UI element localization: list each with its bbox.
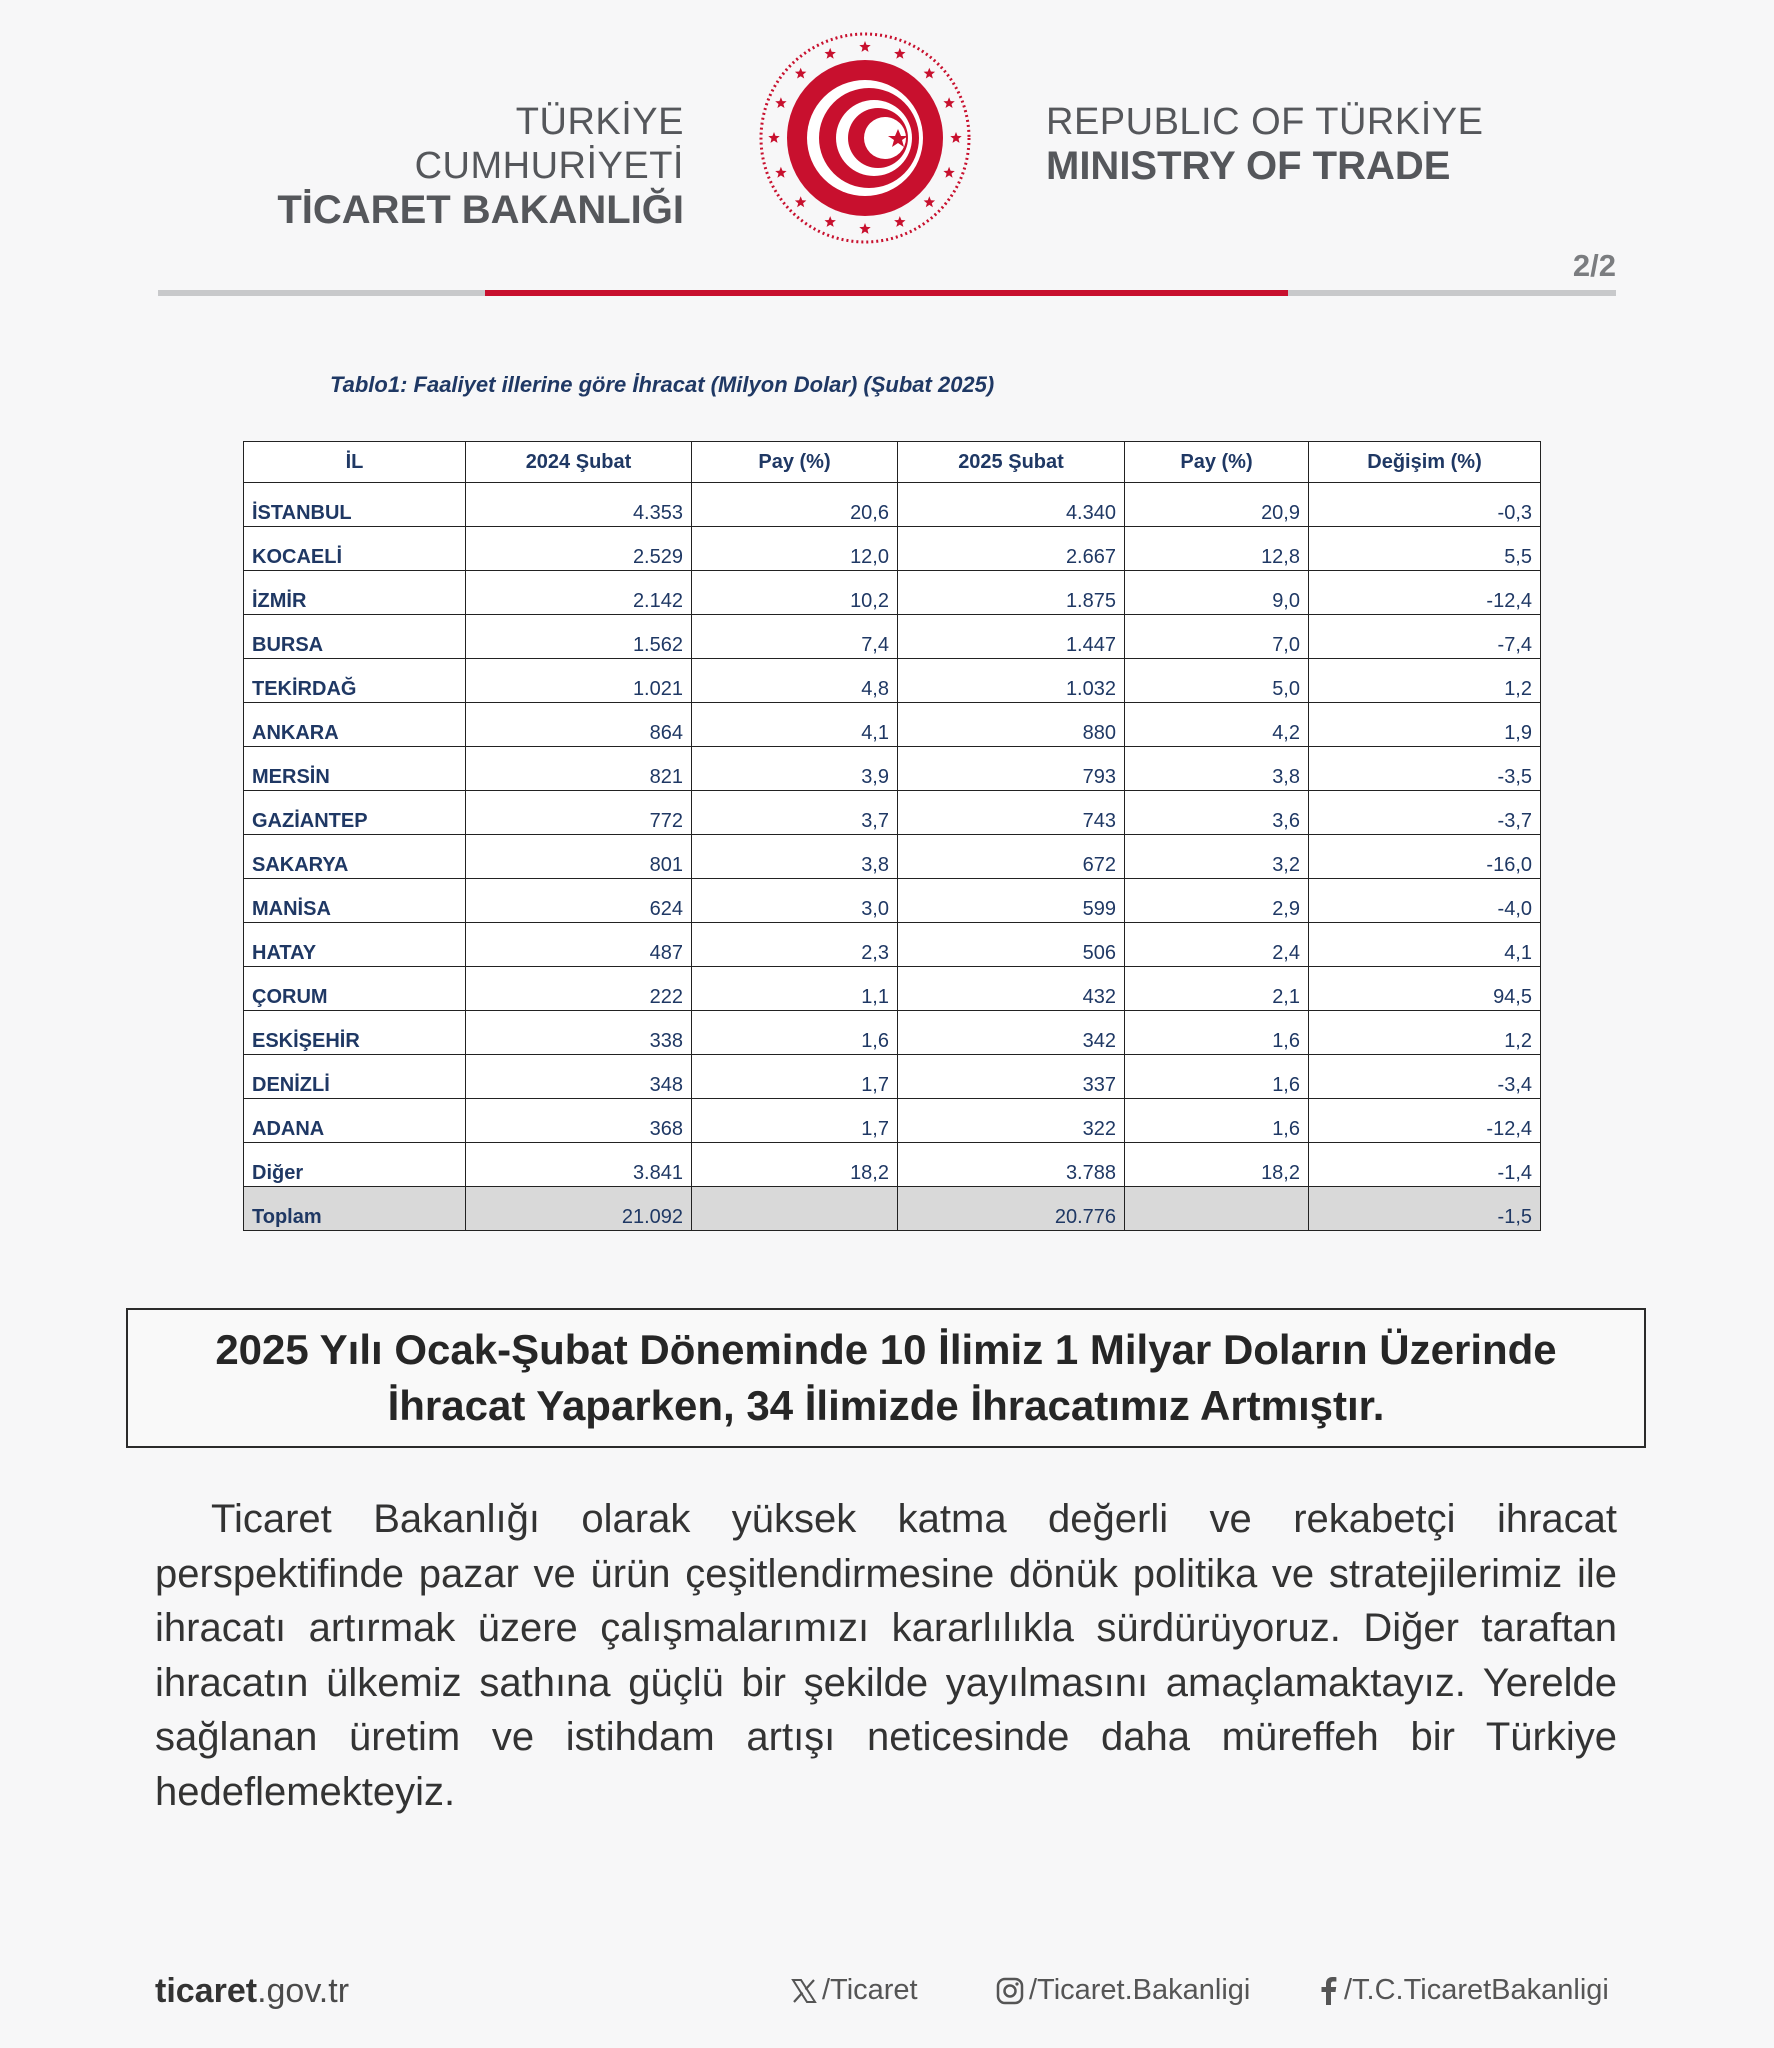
table-row [244, 791, 1541, 835]
cell-il: ESKİŞEHİR [244, 1011, 466, 1055]
cell-2024: 1.021 [466, 659, 692, 703]
cell-2025: 880 [898, 703, 1125, 747]
cell-2024: 4.353 [466, 483, 692, 527]
cell-change: -12,4 [1309, 1099, 1541, 1143]
table-row [244, 703, 1541, 747]
cell-il: Diğer [244, 1143, 466, 1187]
cell-2024: 2.529 [466, 527, 692, 571]
total-cell-pay-2024 [692, 1187, 898, 1231]
cell-pay-2024: 1,7 [692, 1099, 898, 1143]
cell-2024: 3.841 [466, 1143, 692, 1187]
table-row [244, 967, 1541, 1011]
cell-pay-2025: 20,9 [1125, 483, 1309, 527]
cell-2024: 338 [466, 1011, 692, 1055]
cell-change: -16,0 [1309, 835, 1541, 879]
cell-il: GAZİANTEP [244, 791, 466, 835]
cell-pay-2025: 7,0 [1125, 615, 1309, 659]
cell-2024: 864 [466, 703, 692, 747]
x-handle: /Ticaret [822, 1974, 918, 2006]
cell-2025: 599 [898, 879, 1125, 923]
cell-pay-2024: 4,1 [692, 703, 898, 747]
cell-change: -0,3 [1309, 483, 1541, 527]
cell-pay-2024: 10,2 [692, 571, 898, 615]
table-row [244, 923, 1541, 967]
cell-2025: 506 [898, 923, 1125, 967]
facebook-link[interactable] [1318, 1974, 1609, 2007]
total-cell-change: -1,5 [1309, 1187, 1541, 1231]
cell-pay-2024: 1,1 [692, 967, 898, 1011]
cell-2025: 4.340 [898, 483, 1125, 527]
cell-il: MERSİN [244, 747, 466, 791]
cell-pay-2025: 1,6 [1125, 1055, 1309, 1099]
cell-il: MANİSA [244, 879, 466, 923]
body-paragraph: Ticaret Bakanlığı olarak yüksek katma değerli ve rekabetçi ihracat perspektifinde pazar ve ürün çeşitlendirmesine dönük politika ve stratejilerimiz ile ihracatı artırmak üzere çalışmalarımızı kararlılıkla sürdürüyoruz. Diğer taraftan ihracatın ülkemiz sathına güçlü bir şekilde yayılmasını amaçlamaktayız. Yerelde sağlanan üretim ve istihdam artışı neticesinde daha müreffeh bir Türkiye hedeflemekteyiz. [155, 1497, 1617, 1814]
table-row [244, 1011, 1541, 1055]
cell-2025: 793 [898, 747, 1125, 791]
header-english-title [1046, 100, 1546, 188]
cell-2025: 342 [898, 1011, 1125, 1055]
cell-pay-2024: 1,7 [692, 1055, 898, 1099]
cell-pay-2024: 3,0 [692, 879, 898, 923]
col-header-change: Değişim (%) [1309, 442, 1541, 483]
headline-line2: İhracat Yaparken, 34 İlimizde İhracatımız Artmıştır. [387, 1382, 1385, 1429]
website-bold: ticaret [155, 1972, 258, 2010]
cell-2024: 624 [466, 879, 692, 923]
table-row [244, 879, 1541, 923]
header-left-line2: TİCARET BAKANLIĞI [277, 188, 684, 232]
header-right-line2: MINISTRY OF TRADE [1046, 144, 1451, 188]
cell-2025: 1.032 [898, 659, 1125, 703]
cell-pay-2024: 1,6 [692, 1011, 898, 1055]
cell-pay-2025: 12,8 [1125, 527, 1309, 571]
cell-pay-2025: 5,0 [1125, 659, 1309, 703]
ministry-emblem-icon [757, 30, 973, 246]
col-header-pay-2025: Pay (%) [1125, 442, 1309, 483]
cell-change: 4,1 [1309, 923, 1541, 967]
table-row [244, 571, 1541, 615]
table-header-row [244, 442, 1541, 483]
table-row [244, 1099, 1541, 1143]
table-row [244, 615, 1541, 659]
header-divider-accent [485, 290, 1288, 296]
page-number: 2/2 [1572, 248, 1616, 283]
table-row [244, 747, 1541, 791]
x-link[interactable] [790, 1974, 918, 2007]
cell-change: -4,0 [1309, 879, 1541, 923]
header-left-line1: TÜRKİYE CUMHURİYETİ [414, 101, 684, 187]
cell-il: BURSA [244, 615, 466, 659]
page-header [0, 0, 1774, 300]
col-header-pay-2024: Pay (%) [692, 442, 898, 483]
cell-il: ÇORUM [244, 967, 466, 1011]
header-right-line1: REPUBLIC OF TÜRKİYE [1046, 101, 1484, 143]
instagram-handle: /Ticaret.Bakanligi [1029, 1974, 1251, 2006]
cell-change: 5,5 [1309, 527, 1541, 571]
total-cell-pay-2025 [1125, 1187, 1309, 1231]
cell-pay-2024: 18,2 [692, 1143, 898, 1187]
cell-pay-2025: 3,6 [1125, 791, 1309, 835]
cell-change: -1,4 [1309, 1143, 1541, 1187]
cell-change: -7,4 [1309, 615, 1541, 659]
cell-change: 1,2 [1309, 1011, 1541, 1055]
cell-pay-2025: 2,1 [1125, 967, 1309, 1011]
table-row [244, 1055, 1541, 1099]
cell-2025: 1.447 [898, 615, 1125, 659]
cell-il: KOCAELİ [244, 527, 466, 571]
cell-2025: 743 [898, 791, 1125, 835]
cell-il: İZMİR [244, 571, 466, 615]
table-row [244, 527, 1541, 571]
cell-2024: 2.142 [466, 571, 692, 615]
cell-change: 94,5 [1309, 967, 1541, 1011]
cell-change: 1,9 [1309, 703, 1541, 747]
table-row [244, 1143, 1541, 1187]
cell-il: ADANA [244, 1099, 466, 1143]
cell-il: DENİZLİ [244, 1055, 466, 1099]
headline-line1: 2025 Yılı Ocak-Şubat Döneminde 10 İlimiz 1 Milyar Doların Üzerinde [215, 1326, 1557, 1373]
cell-2024: 1.562 [466, 615, 692, 659]
table-title: Tablo1: Faaliyet illerine göre İhracat (Milyon Dolar) (Şubat 2025) [330, 372, 995, 397]
headline-box [126, 1308, 1646, 1448]
export-table [243, 441, 1541, 1231]
col-header-2024: 2024 Şubat [466, 442, 692, 483]
facebook-icon [1318, 1976, 1340, 2006]
cell-pay-2025: 1,6 [1125, 1099, 1309, 1143]
cell-2024: 368 [466, 1099, 692, 1143]
cell-pay-2024: 3,9 [692, 747, 898, 791]
table-row [244, 659, 1541, 703]
cell-pay-2024: 20,6 [692, 483, 898, 527]
cell-change: -3,7 [1309, 791, 1541, 835]
cell-il: HATAY [244, 923, 466, 967]
cell-pay-2025: 3,8 [1125, 747, 1309, 791]
cell-2025: 322 [898, 1099, 1125, 1143]
cell-change: -12,4 [1309, 571, 1541, 615]
facebook-handle: /T.C.TicaretBakanligi [1344, 1974, 1609, 2006]
cell-2024: 348 [466, 1055, 692, 1099]
cell-pay-2025: 18,2 [1125, 1143, 1309, 1187]
website-rest: .gov.tr [257, 1972, 350, 2010]
cell-pay-2024: 4,8 [692, 659, 898, 703]
cell-il: SAKARYA [244, 835, 466, 879]
page-footer [0, 1960, 1774, 2020]
cell-change: -3,4 [1309, 1055, 1541, 1099]
cell-2024: 772 [466, 791, 692, 835]
table-row [244, 835, 1541, 879]
cell-pay-2025: 4,2 [1125, 703, 1309, 747]
cell-change: 1,2 [1309, 659, 1541, 703]
cell-il: TEKİRDAĞ [244, 659, 466, 703]
total-cell-il: Toplam [244, 1187, 466, 1231]
cell-2025: 2.667 [898, 527, 1125, 571]
total-cell-2024: 21.092 [466, 1187, 692, 1231]
cell-2025: 672 [898, 835, 1125, 879]
cell-2024: 487 [466, 923, 692, 967]
instagram-icon [995, 1976, 1025, 2006]
col-header-il: İL [244, 442, 466, 483]
cell-2025: 1.875 [898, 571, 1125, 615]
cell-2025: 432 [898, 967, 1125, 1011]
cell-pay-2024: 3,8 [692, 835, 898, 879]
cell-pay-2025: 2,4 [1125, 923, 1309, 967]
cell-2024: 222 [466, 967, 692, 1011]
total-cell-2025: 20.776 [898, 1187, 1125, 1231]
cell-2024: 801 [466, 835, 692, 879]
cell-2025: 337 [898, 1055, 1125, 1099]
cell-il: ANKARA [244, 703, 466, 747]
cell-pay-2025: 9,0 [1125, 571, 1309, 615]
cell-pay-2024: 3,7 [692, 791, 898, 835]
x-logo-icon [790, 1977, 818, 2005]
cell-2025: 3.788 [898, 1143, 1125, 1187]
table-row [244, 483, 1541, 527]
cell-pay-2024: 7,4 [692, 615, 898, 659]
cell-pay-2025: 3,2 [1125, 835, 1309, 879]
website-link[interactable] [155, 1972, 349, 2011]
cell-pay-2025: 2,9 [1125, 879, 1309, 923]
col-header-2025: 2025 Şubat [898, 442, 1125, 483]
cell-change: -3,5 [1309, 747, 1541, 791]
header-turkish-title [240, 100, 684, 232]
cell-pay-2025: 1,6 [1125, 1011, 1309, 1055]
cell-il: İSTANBUL [244, 483, 466, 527]
instagram-link[interactable] [995, 1974, 1250, 2007]
cell-2024: 821 [466, 747, 692, 791]
table-total-row [244, 1187, 1541, 1231]
cell-pay-2024: 12,0 [692, 527, 898, 571]
cell-pay-2024: 2,3 [692, 923, 898, 967]
